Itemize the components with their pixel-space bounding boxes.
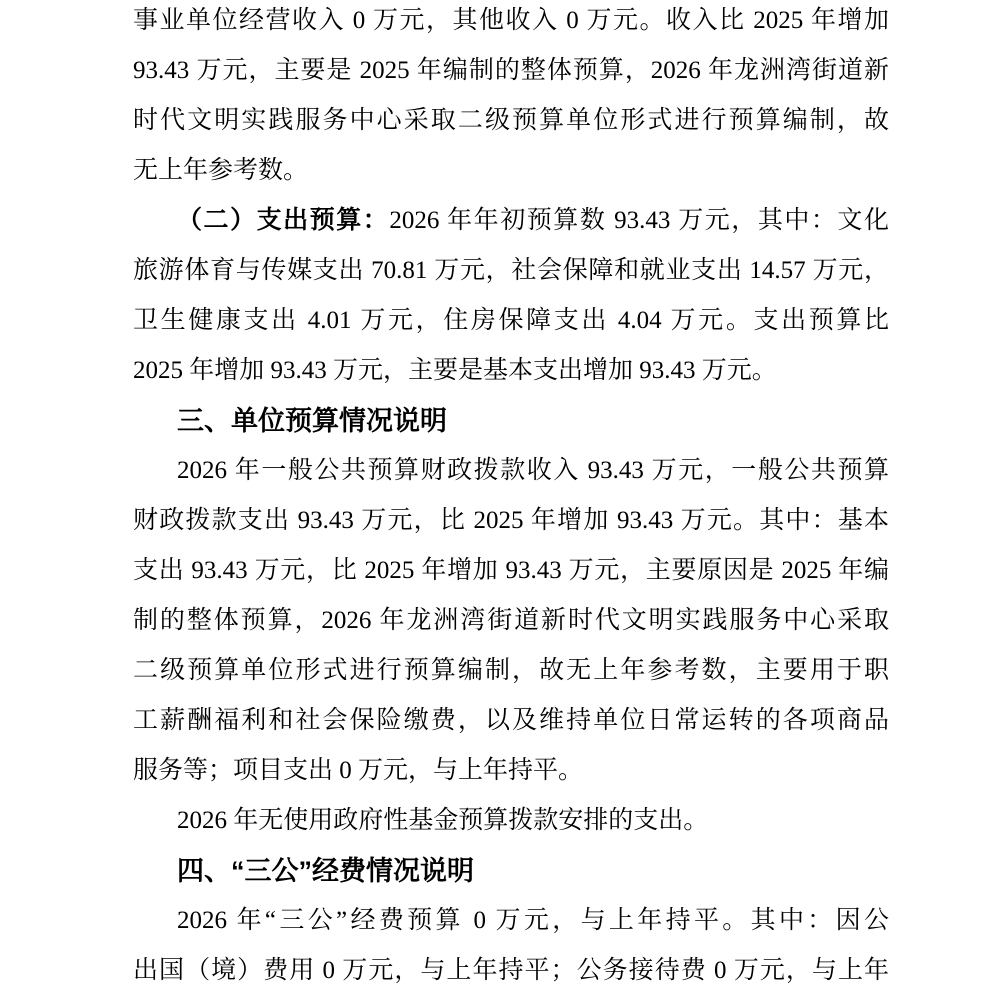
paragraph-line: 出国（境）费用 0 万元，与上年持平；公务接待费 0 万元，与上年 [133, 957, 889, 984]
paragraph-line: 卫生健康支出 4.01 万元，住房保障支出 4.04 万元。支出预算比 [133, 307, 889, 334]
paragraph-line: 时代文明实践服务中心采取二级预算单位形式进行预算编制，故 [133, 107, 889, 134]
paragraph-line: 支出 93.43 万元，比 2025 年增加 93.43 万元，主要原因是 2025 年编 [133, 557, 889, 584]
section-heading-4: 四、“三公”经费情况说明 [177, 856, 474, 886]
paragraph-line: 2026 年无使用政府性基金预算拨款安排的支出。 [177, 807, 709, 834]
paragraph-line: 93.43 万元，主要是 2025 年编制的整体预算，2026 年龙洲湾街道新 [133, 57, 889, 84]
paragraph-line: 财政拨款支出 93.43 万元，比 2025 年增加 93.43 万元。其中：基本 [133, 507, 889, 534]
section-heading-3: 三、单位预算情况说明 [177, 406, 447, 436]
paragraph-line: 2026 年“三公”经费预算 0 万元，与上年持平。其中：因公 [177, 907, 889, 934]
paragraph-line: 2026 年一般公共预算财政拨款收入 93.43 万元，一般公共预算 [177, 457, 889, 484]
subsection-label: （二）支出预算： [177, 207, 390, 234]
document-body [133, 0, 889, 993]
paragraph-line: 二级预算单位形式进行预算编制，故无上年参考数，主要用于职 [133, 657, 889, 684]
paragraph-line: 事业单位经营收入 0 万元，其他收入 0 万元。收入比 2025 年增加 [133, 7, 889, 34]
paragraph-line: 制的整体预算，2026 年龙洲湾街道新时代文明实践服务中心采取 [133, 607, 889, 634]
paragraph-text: 2026 年年初预算数 93.43 万元，其中：文化 [389, 207, 889, 234]
paragraph-line: 工薪酬福利和社会保险缴费，以及维持单位日常运转的各项商品 [133, 707, 889, 734]
paragraph-line: 服务等；项目支出 0 万元，与上年持平。 [133, 757, 584, 784]
paragraph-line: 2025 年增加 93.43 万元，主要是基本支出增加 93.43 万元。 [133, 357, 777, 384]
paragraph-line: 旅游体育与传媒支出 70.81 万元，社会保障和就业支出 14.57 万元， [133, 257, 889, 284]
paragraph-line: 无上年参考数。 [133, 157, 309, 184]
paragraph-line [133, 196, 889, 246]
